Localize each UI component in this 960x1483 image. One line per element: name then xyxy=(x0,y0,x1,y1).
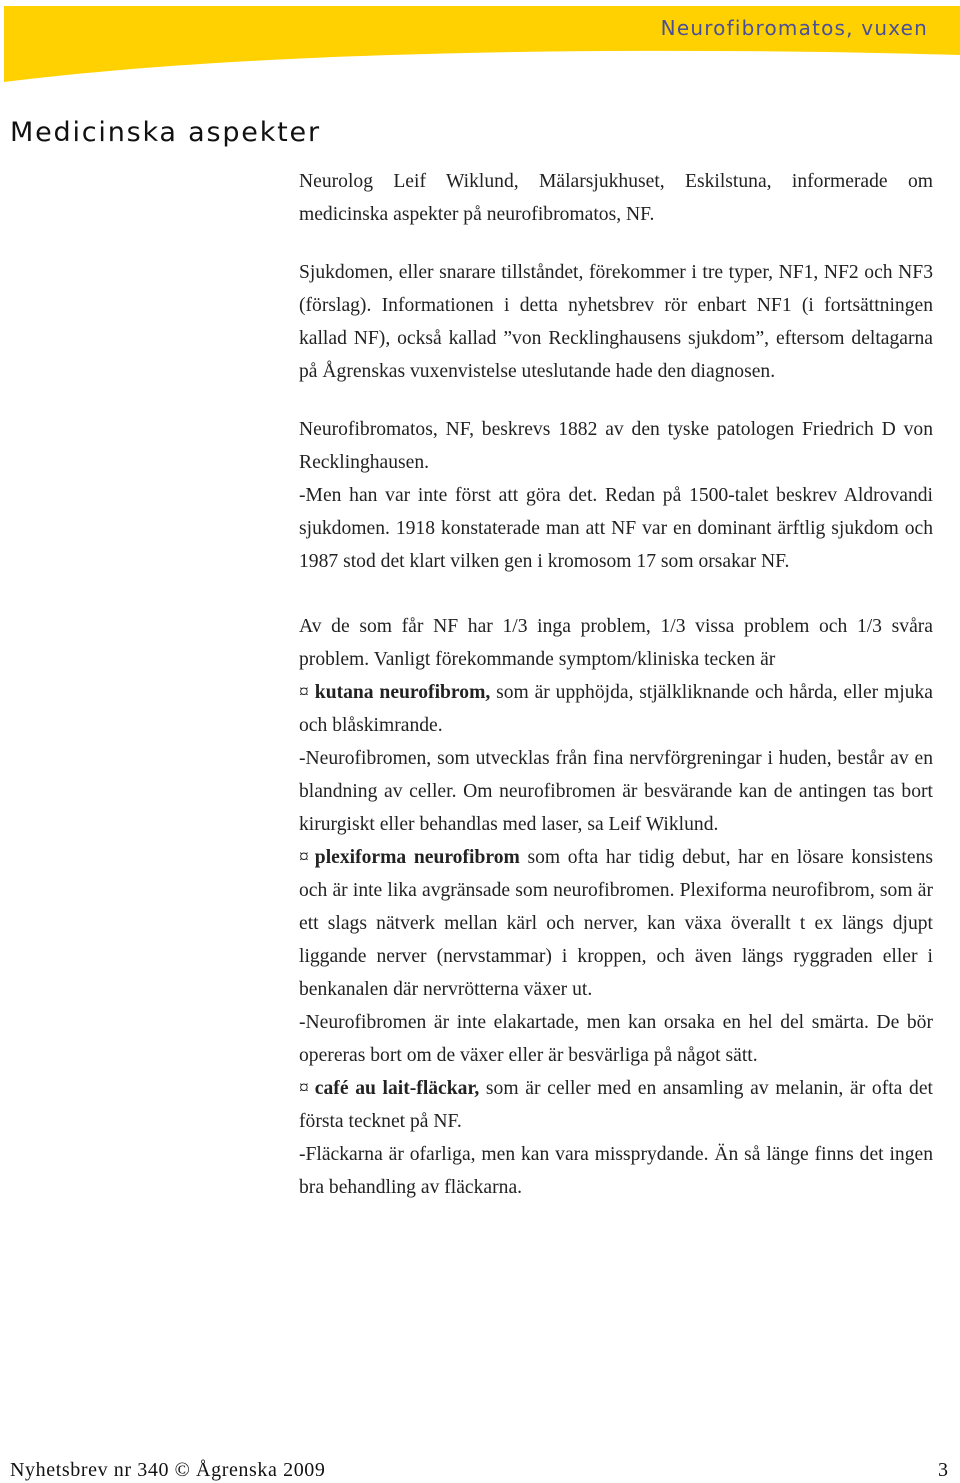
bullet-term: kutana neurofibrom, xyxy=(314,682,491,703)
bullet-term: plexiforma neurofibrom xyxy=(314,847,520,868)
bullet-item xyxy=(299,841,933,1006)
bullet-text: som är upphöjda, stjälkliknande och hårda, eller mjuka och blåskimrande. xyxy=(299,682,933,736)
paragraph-types: Sjukdomen, eller snarare tillståndet, förekommer i tre typer, NF1, NF2 och NF3 (förslag). Informationen i detta nyhetsbrev rör enbart NF1 (i fortsättningen kallad NF), också kallad ”von Recklinghausens sjukdom”, eftersom deltagarna på Ågrenskas vuxenvistelse uteslutande hade den diagnosen. xyxy=(299,262,933,382)
bullet-mark: ¤ xyxy=(299,1078,309,1099)
bullet-mark: ¤ xyxy=(299,847,309,868)
bullet-text: som ofta har tidig debut, har en lösare konsistens och är inte lika avgränsade som neurofibromen. Plexiforma neurofibrom, som är ett slags nätverk mellan kärl och nerver, kan växa överallt t ex längs djupt liggande nerver (nervstammar) i kroppen, och även längs ryggraden eller i benkanalen där nervrötterna växer ut. xyxy=(299,847,933,1000)
paragraph-flackarna: -Fläckarna är ofarliga, men kan vara missprydande. Än så länge finns det ingen bra behandling av fläckarna. xyxy=(299,1144,933,1198)
header-swoosh xyxy=(0,0,960,90)
paragraph-history: Neurofibromatos, NF, beskrevs 1882 av den tyske patologen Friedrich D von Recklinghausen. xyxy=(299,419,933,473)
section-heading: Medicinska aspekter xyxy=(10,117,321,148)
paragraph-neurofibromen: -Neurofibromen, som utvecklas från fina nervförgreningar i huden, består av en blandning av celler. Om neurofibromen är besvärande kan de antingen tas bort kirurgiskt eller behandlas med laser, sa Leif Wiklund. xyxy=(299,748,933,835)
bullet-term: café au lait-fläckar, xyxy=(314,1078,480,1099)
bullet-text: som är celler med en ansamling av melanin, är ofta det första tecknet på NF. xyxy=(299,1078,933,1132)
paragraph-problems: Av de som får NF har 1/3 inga problem, 1/3 vissa problem och 1/3 svåra problem. Vanligt förekommande symptom/kliniska tecken är xyxy=(299,616,933,670)
page-number: 3 xyxy=(938,1459,948,1481)
bullet-item xyxy=(299,676,933,742)
article-body xyxy=(299,165,933,1204)
paragraph-history-cont: -Men han var inte först att göra det. Redan på 1500-talet beskrev Aldrovandi sjukdomen. 1918 konstaterade man att NF var en dominant ärftlig sjukdom och 1987 stod det klart vilken gen i kromosom 17 som orsakar NF. xyxy=(299,485,933,572)
header-band xyxy=(0,0,960,90)
running-header-title: Neurofibromatos, vuxen xyxy=(660,16,928,40)
bullet-mark: ¤ xyxy=(299,682,309,703)
bullet-item xyxy=(299,1072,933,1138)
footer-publication: Nyhetsbrev nr 340 © Ågrenska 2009 xyxy=(10,1459,326,1481)
paragraph-intro: Neurolog Leif Wiklund, Mälarsjukhuset, Eskilstuna, informerade om medicinska aspekter på neurofibromatos, NF. xyxy=(299,171,933,225)
paragraph-elakartade: -Neurofibromen är inte elakartade, men kan orsaka en hel del smärta. De bör opereras bort om de växer eller är besvärliga på något sätt. xyxy=(299,1012,933,1066)
